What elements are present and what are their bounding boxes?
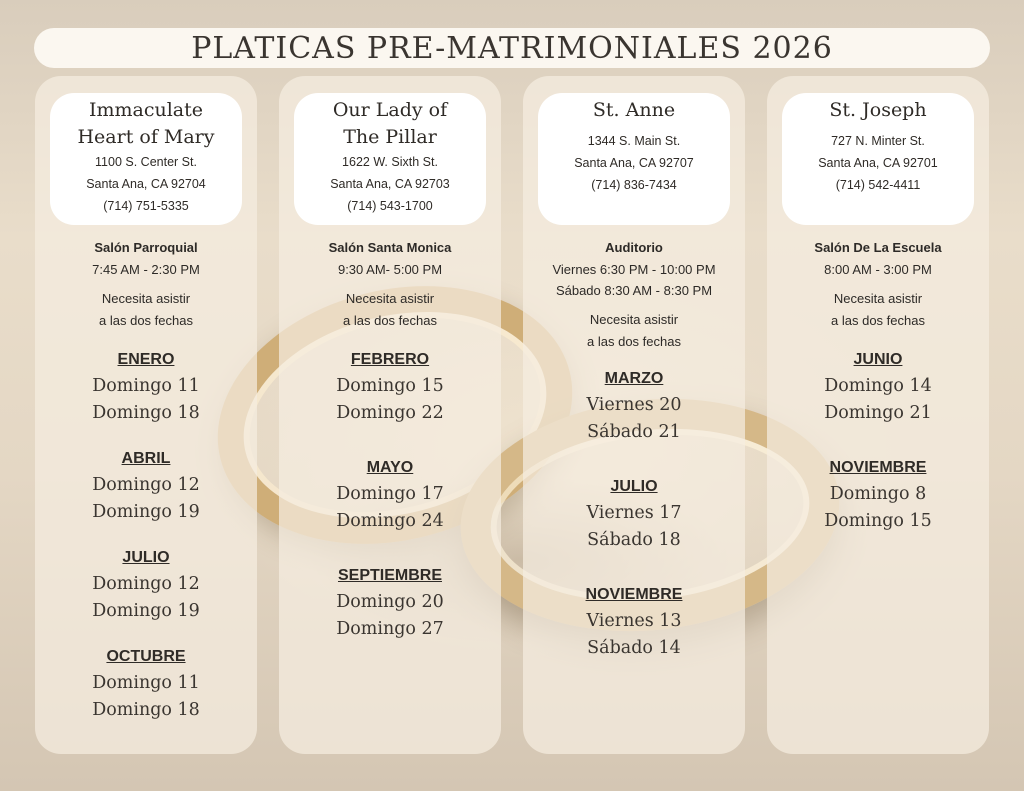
session-date: Sábado 21 <box>587 422 681 442</box>
session-date: Domingo 18 <box>92 403 200 423</box>
month-heading: MAYO <box>366 459 414 476</box>
attendance-note-line: Necesita asistir <box>345 291 435 306</box>
parish-street: 727 N. Minter St. <box>831 134 925 148</box>
parish-street: 1622 W. Sixth St. <box>342 155 438 169</box>
parish-name: Our Lady of <box>332 99 448 121</box>
attendance-note-line: a las dos fechas <box>831 313 925 328</box>
parish-column-st-joseph <box>767 76 989 754</box>
parish-name: St. Anne <box>592 99 676 121</box>
month-block-marzo <box>586 368 681 446</box>
month-block-julio <box>92 547 200 625</box>
session-time: 8:00 AM - 3:00 PM <box>824 262 932 277</box>
session-date: Domingo 15 <box>336 376 444 396</box>
session-date: Domingo 27 <box>336 619 444 639</box>
parish-card <box>782 93 974 225</box>
month-block-mayo <box>336 457 444 535</box>
session-date: Domingo 18 <box>92 700 200 720</box>
parish-city: Santa Ana, CA 92701 <box>818 156 938 170</box>
session-date: Domingo 15 <box>824 511 932 531</box>
session-date: Domingo 14 <box>824 376 932 396</box>
parish-card <box>294 93 486 225</box>
parish-city: Santa Ana, CA 92707 <box>574 156 694 170</box>
parish-street: 1100 S. Center St. <box>95 155 197 169</box>
parish-city: Santa Ana, CA 92704 <box>86 177 206 191</box>
attendance-note-line: a las dos fechas <box>343 313 437 328</box>
session-date: Domingo 21 <box>824 403 932 423</box>
attendance-note-line: a las dos fechas <box>587 334 681 349</box>
month-block-febrero <box>336 349 444 427</box>
parish-phone: (714) 836-7434 <box>591 178 677 192</box>
session-date: Domingo 8 <box>829 484 927 504</box>
parish-column-st-anne <box>523 76 745 754</box>
venue-name: Salón Parroquial <box>94 240 198 255</box>
session-time: 9:30 AM- 5:00 PM <box>337 262 443 277</box>
session-date: Domingo 24 <box>336 511 444 531</box>
month-block-enero <box>92 349 200 427</box>
session-date: Domingo 12 <box>92 574 200 594</box>
title-bar <box>34 28 990 68</box>
session-date: Domingo 11 <box>92 673 200 693</box>
month-block-septiembre <box>336 565 444 643</box>
attendance-note <box>343 288 437 332</box>
month-heading: ABRIL <box>121 450 171 467</box>
parish-column-our-lady-pillar <box>279 76 501 754</box>
parish-column-immaculate-heart <box>35 76 257 754</box>
parish-phone: (714) 751-5335 <box>103 199 189 213</box>
attendance-note <box>99 288 193 332</box>
month-block-julio <box>586 476 681 554</box>
month-heading: NOVIEMBRE <box>829 459 927 476</box>
attendance-note <box>587 309 681 353</box>
parish-card <box>50 93 242 225</box>
session-time: 7:45 AM - 2:30 PM <box>92 262 200 277</box>
month-heading: JULIO <box>122 549 170 566</box>
venue-name: Salón Santa Monica <box>328 240 452 255</box>
session-date: Domingo 17 <box>336 484 444 504</box>
attendance-note-line: a las dos fechas <box>99 313 193 328</box>
session-date: Domingo 22 <box>336 403 444 423</box>
attendance-note-line: Necesita asistir <box>101 291 191 306</box>
session-date: Sábado 18 <box>587 530 681 550</box>
session-date: Domingo 19 <box>92 601 200 621</box>
attendance-note <box>831 288 925 332</box>
month-block-noviembre <box>586 584 683 662</box>
parish-street: 1344 S. Main St. <box>587 134 681 148</box>
parish-name: Immaculate <box>88 99 204 121</box>
parish-name: The Pillar <box>343 126 437 148</box>
month-block-noviembre <box>824 457 932 535</box>
session-date: Domingo 20 <box>336 592 444 612</box>
parish-name: St. Joseph <box>829 99 927 121</box>
session-date: Sábado 14 <box>587 638 681 658</box>
parish-phone: (714) 543-1700 <box>347 199 433 213</box>
venue-name: Auditorio <box>605 240 663 255</box>
month-heading: OCTUBRE <box>106 648 186 665</box>
attendance-note-line: Necesita asistir <box>833 291 923 306</box>
session-date: Domingo 11 <box>92 376 200 396</box>
month-heading: JULIO <box>610 478 658 495</box>
month-heading: FEBRERO <box>350 351 430 368</box>
session-date: Viernes 20 <box>586 395 682 415</box>
session-time: Viernes 6:30 PM - 10:00 PM <box>552 262 716 277</box>
month-heading: ENERO <box>117 351 175 368</box>
session-date: Viernes 17 <box>586 503 682 523</box>
parish-phone: (714) 542-4411 <box>835 178 921 192</box>
parish-card <box>538 93 730 225</box>
month-heading: SEPTIEMBRE <box>337 567 442 584</box>
session-date: Domingo 19 <box>92 502 200 522</box>
session-date: Domingo 12 <box>92 475 200 495</box>
month-block-abril <box>92 448 200 526</box>
month-block-junio <box>824 349 932 427</box>
parish-city: Santa Ana, CA 92703 <box>330 177 450 191</box>
parish-name: Heart of Mary <box>77 126 215 148</box>
session-date: Viernes 13 <box>586 611 682 631</box>
month-heading: JUNIO <box>853 351 903 368</box>
attendance-note-line: Necesita asistir <box>589 312 679 327</box>
month-heading: NOVIEMBRE <box>585 586 683 603</box>
page-title: PLATICAS PRE-MATRIMONIALES 2026 <box>191 30 833 66</box>
venue-name: Salón De La Escuela <box>814 240 942 255</box>
month-block-octubre <box>92 646 200 724</box>
session-time: Sábado 8:30 AM - 8:30 PM <box>555 283 713 298</box>
month-heading: MARZO <box>604 370 664 387</box>
